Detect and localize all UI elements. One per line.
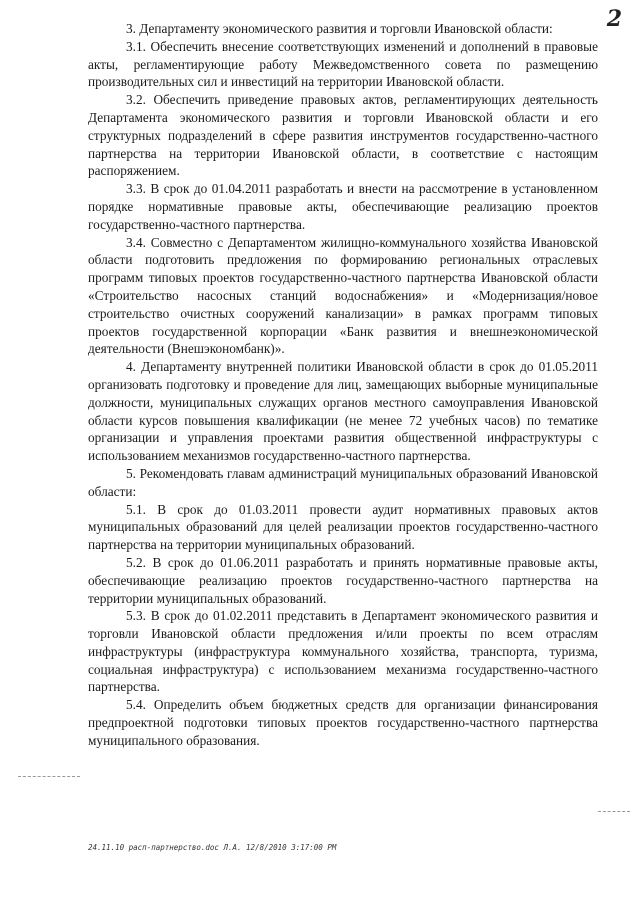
paragraph-3-2: 3.2. Обеспечить приведение правовых актов, регламентирующих деятельность Департамента экономического развития и торговли Ивановской области и его структурных подразделений в сфере развития инструментов государственно-частного партнерства на территории Ивановской области, в соответствие с настоящим распоряжением. bbox=[88, 92, 598, 179]
document-footer: 24.11.10 рacп-партнерство.doc Л.А. 12/8/2010 3:17:00 PM bbox=[88, 843, 337, 852]
paragraph-5-3: 5.3. В срок до 01.02.2011 представить в Департамент экономического развития и торговли Ивановской области предложения и/или проекты по всем отраслям инфраструктуры (инфраструктура коммунального хозяйства, транспорта, туризма, социальная инфраструктура) с использованием механизма государственно-частного партнерства. bbox=[88, 608, 598, 695]
page-number: 2 bbox=[606, 6, 622, 32]
paragraph-3-1: 3.1. Обеспечить внесение соответствующих изменений и дополнений в правовые акты, регламентирующие работу Межведомственного совета по размещению производительных сил и инвестиций на территории Ивановской области. bbox=[88, 38, 598, 90]
scan-margin-mark bbox=[18, 776, 80, 777]
paragraph-3-3: 3.3. В срок до 01.04.2011 разработать и внести на рассмотрение в установленном порядке нормативные правовые акты, обеспечивающие реализацию проектов государственно-частного партнерства. bbox=[88, 181, 598, 232]
paragraph-4: 4. Департаменту внутренней политики Ивановской области в срок до 01.05.2011 организовать подготовку и проведение для лиц, замещающих выборные муниципальные должности, муниципальных служащих органов местного самоуправления Ивановской области курсов повышения квалификации (не менее 72 учебных часов) по тематике организации и управления проектами развития общественной инфраструктуры с использованием механизмов государственно-частного партнерства. bbox=[88, 359, 598, 464]
paragraph-3: 3. Департаменту экономического развития и торговли Ивановской области: bbox=[126, 21, 553, 36]
document-body bbox=[88, 20, 598, 750]
scan-margin-mark bbox=[598, 811, 630, 812]
paragraph-5-2: 5.2. В срок до 01.06.2011 разработать и принять нормативные правовые акты, обеспечивающие реализацию проектов государственно-частного партнерства на территории муниципальных образований. bbox=[88, 554, 598, 606]
paragraph-5-4: 5.4. Определить объем бюджетных средств для организации финансирования предпроектной подготовки типовых проектов государственно-частного партнерства муниципального образования. bbox=[88, 697, 598, 748]
paragraph-5: 5. Рекомендовать главам администраций муниципальных образований Ивановской области: bbox=[88, 465, 598, 499]
paragraph-3-4: 3.4. Совместно с Департаментом жилищно-коммунального хозяйства Ивановской области подготовить предложения по формированию региональных отраслевых программ типовых проектов государственно-частного партнерства Ивановской области «Строительство насосных станций водоснабжения» и «Модернизация/новое строительство очистных сооружений канализации» в рамках программ типовых проектов государственной корпорации «Банк развития и внешнеэкономической деятельности (Внешэкономбанк)». bbox=[88, 234, 598, 357]
paragraph-5-1: 5.1. В срок до 01.03.2011 провести аудит нормативных правовых актов муниципальных образований для целей реализации проектов государственно-частного партнерства на территории муниципальных образований. bbox=[88, 501, 598, 553]
